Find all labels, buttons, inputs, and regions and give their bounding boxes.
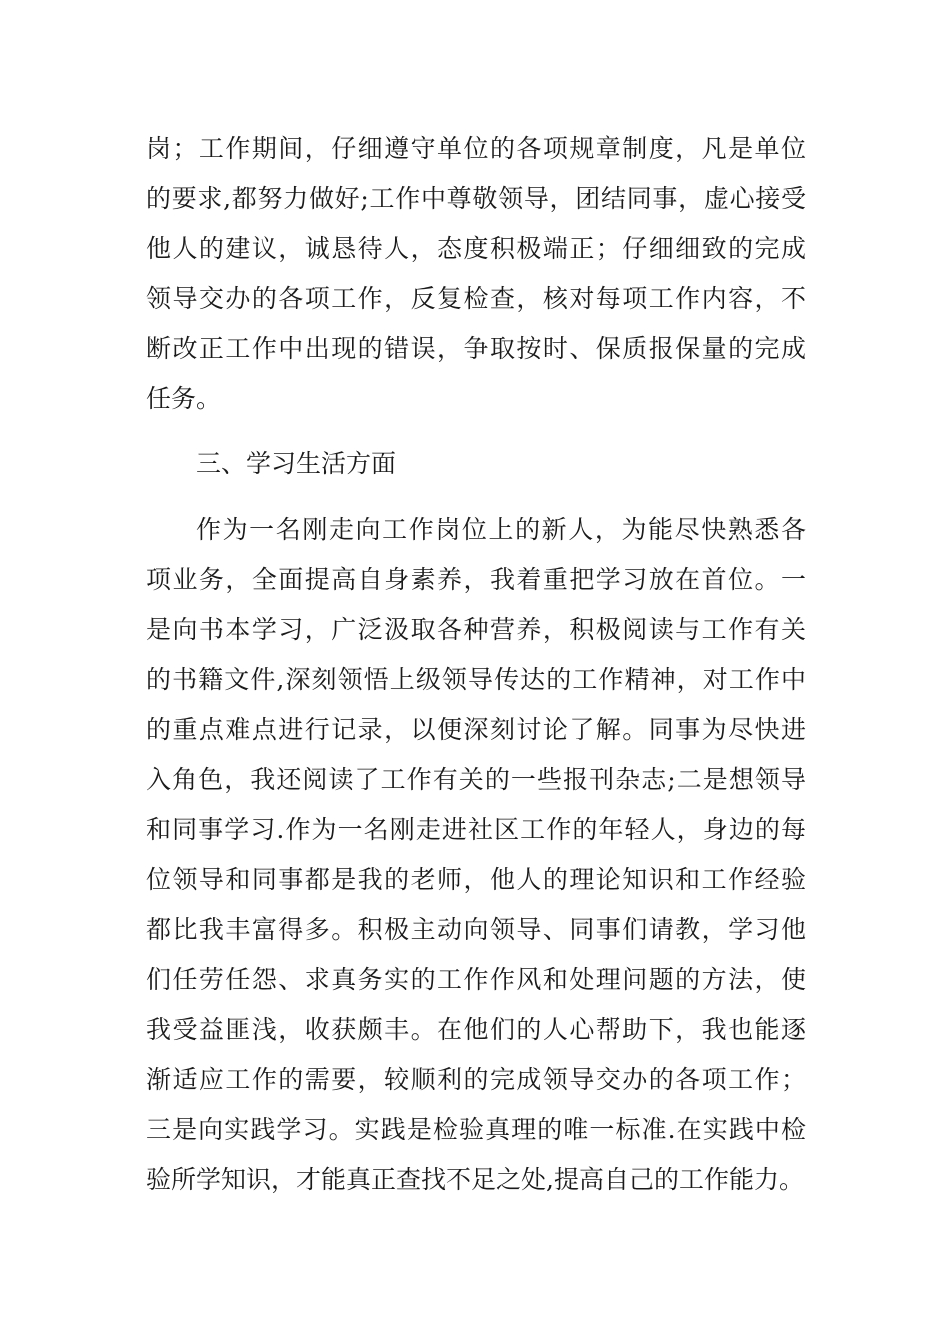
paragraph-1-line-6: 任务。: [146, 384, 222, 413]
paragraph-1-line-5: 断改正工作中出现的错误，争取按时、保质报保量的完成: [146, 334, 806, 363]
paragraph-2-line-13: 三是向实践学习。实践是检验真理的唯一标准.在实践中检: [146, 1115, 806, 1144]
paragraph-1-line-3: 他人的建议，诚恳待人，态度积极端正；仔细细致的完成: [146, 234, 806, 263]
paragraph-1-line-4: 领导交办的各项工作，反复检查，核对每项工作内容，不: [146, 284, 806, 313]
paragraph-2-line-14: 验所学知识，才能真正查找不足之处,提高自己的工作能力。: [146, 1165, 804, 1194]
section-heading: 三、学习生活方面: [196, 449, 397, 478]
paragraph-2-line-3: 是向书本学习，广泛汲取各种营养，积极阅读与工作有关: [146, 615, 806, 644]
paragraph-1-line-1: 岗；工作期间，仔细遵守单位的各项规章制度，凡是单位: [146, 134, 806, 163]
paragraph-2-line-9: 都比我丰富得多。积极主动向领导、同事们请教，学习他: [146, 915, 806, 944]
paragraph-2-line-11: 我受益匪浅，收获颇丰。在他们的人心帮助下，我也能逐: [146, 1015, 806, 1044]
paragraph-2-line-7: 和同事学习.作为一名刚走进社区工作的年轻人，身边的每: [146, 815, 806, 844]
paragraph-2-line-5: 的重点难点进行记录，以便深刻讨论了解。同事为尽快进: [146, 715, 806, 744]
paragraph-2-line-10: 们任劳任怨、求真务实的工作作风和处理问题的方法，使: [146, 965, 806, 994]
paragraph-2-line-2: 项业务，全面提高自身素养，我着重把学习放在首位。一: [146, 565, 806, 594]
paragraph-2-line-12: 渐适应工作的需要，较顺利的完成领导交办的各项工作；: [146, 1065, 806, 1094]
paragraph-2-line-4: 的书籍文件,深刻领悟上级领导传达的工作精神，对工作中: [146, 665, 806, 694]
paragraph-1-line-2: 的要求,都努力做好;工作中尊敬领导，团结同事，虚心接受: [146, 184, 806, 213]
paragraph-2-line-6: 入角色，我还阅读了工作有关的一些报刊杂志;二是想领导: [146, 765, 806, 794]
paragraph-2-line-8: 位领导和同事都是我的老师，他人的理论知识和工作经验: [146, 865, 806, 894]
paragraph-2-line-1: 作为一名刚走向工作岗位上的新人，为能尽快熟悉各: [196, 515, 806, 544]
